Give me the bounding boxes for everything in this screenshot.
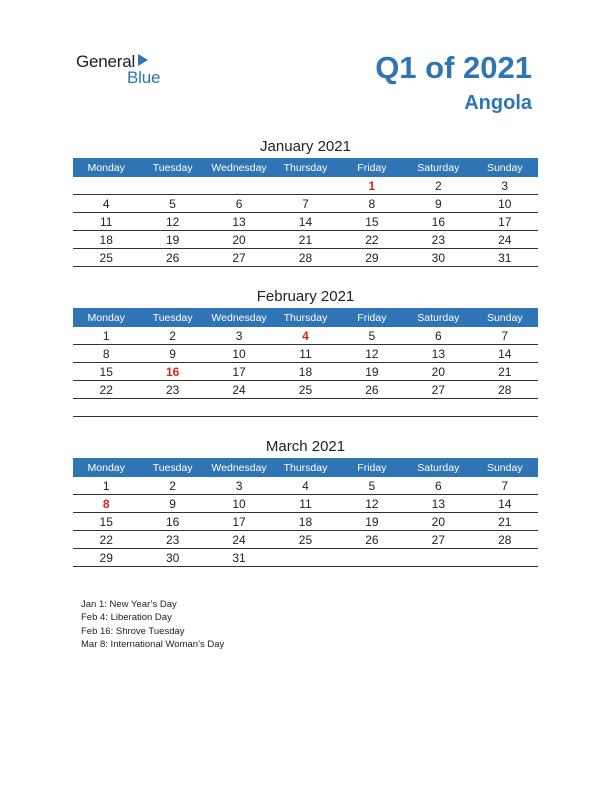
calendar-week-row — [73, 549, 538, 567]
calendar-day: 3 — [206, 327, 272, 345]
calendar-day: 9 — [139, 345, 205, 363]
month-title: January 2021 — [260, 138, 351, 155]
calendar-week-row — [73, 213, 538, 231]
calendar-day: 20 — [206, 231, 272, 249]
weekday-header: Saturday — [405, 458, 471, 477]
calendar-day: 20 — [405, 513, 471, 531]
calendar-day: 9 — [139, 495, 205, 513]
calendar-day: 13 — [405, 495, 471, 513]
calendar-day: 19 — [339, 363, 405, 381]
weekday-header: Wednesday — [206, 458, 272, 477]
weekday-header: Thursday — [272, 308, 338, 327]
logo-blue-text: Blue — [127, 68, 161, 87]
calendar-day: 18 — [272, 513, 338, 531]
calendar-day: 28 — [472, 531, 538, 549]
logo-general-text: General — [76, 52, 136, 71]
calendar-week-row — [73, 231, 538, 249]
calendar-day: 25 — [272, 381, 338, 399]
calendar-week-row — [73, 495, 538, 513]
calendar-day: 10 — [472, 195, 538, 213]
calendar-day — [139, 399, 205, 417]
calendar-day: 30 — [405, 249, 471, 267]
calendar-day — [139, 177, 205, 195]
calendar-day: 23 — [405, 231, 471, 249]
calendar-day: 3 — [206, 477, 272, 495]
calendar-day: 12 — [339, 345, 405, 363]
holiday-notes — [81, 598, 224, 651]
calendar-day: 10 — [206, 345, 272, 363]
calendar-day: 25 — [272, 531, 338, 549]
calendar-day: 11 — [272, 345, 338, 363]
weekday-header: Monday — [73, 308, 139, 327]
calendar-day: 8 — [339, 195, 405, 213]
calendar-day: 13 — [405, 345, 471, 363]
holiday-note: Feb 16: Shrove Tuesday — [81, 625, 185, 637]
calendar-day — [206, 399, 272, 417]
calendar-day: 17 — [206, 363, 272, 381]
calendar-day: 19 — [339, 513, 405, 531]
calendar-day: 11 — [73, 213, 139, 231]
calendar-day: 26 — [339, 381, 405, 399]
calendar-day: 28 — [472, 381, 538, 399]
calendar-day: 2 — [139, 327, 205, 345]
calendar-day — [73, 177, 139, 195]
calendar-day: 26 — [339, 531, 405, 549]
calendar-day: 20 — [405, 363, 471, 381]
month-march — [73, 436, 538, 567]
calendar-week-row — [73, 381, 538, 399]
calendar-day: 23 — [139, 531, 205, 549]
calendar-day: 4 — [272, 327, 338, 345]
calendar-day: 27 — [405, 381, 471, 399]
calendar-day: 5 — [339, 327, 405, 345]
calendar-day: 23 — [139, 381, 205, 399]
calendar-day: 4 — [73, 195, 139, 213]
calendar-day: 27 — [206, 249, 272, 267]
calendar-day: 25 — [73, 249, 139, 267]
calendar-day: 9 — [405, 195, 471, 213]
page-title: Q1 of 2021 — [375, 50, 532, 85]
calendar-day: 21 — [472, 513, 538, 531]
calendar-day: 5 — [139, 195, 205, 213]
calendar-day: 1 — [339, 177, 405, 195]
calendar-day: 16 — [139, 513, 205, 531]
calendar-week-row — [73, 195, 538, 213]
calendar-day — [472, 399, 538, 417]
weekday-header: Saturday — [405, 308, 471, 327]
calendar-day: 15 — [73, 363, 139, 381]
calendar-day — [272, 549, 338, 567]
weekday-header: Friday — [339, 158, 405, 177]
calendar-grid — [73, 158, 538, 267]
weekday-header: Sunday — [472, 158, 538, 177]
calendar-day: 30 — [139, 549, 205, 567]
holiday-note: Feb 4: Liberation Day — [81, 612, 172, 624]
calendar-day: 6 — [405, 477, 471, 495]
calendar-day — [272, 399, 338, 417]
calendar-day: 28 — [272, 249, 338, 267]
holiday-note: Jan 1: New Year’s Day — [81, 599, 177, 610]
weekday-header: Thursday — [272, 458, 338, 477]
calendar-day — [73, 399, 139, 417]
calendar-day: 10 — [206, 495, 272, 513]
calendar-grid — [73, 308, 538, 417]
weekday-header: Monday — [73, 458, 139, 477]
weekday-header: Saturday — [405, 158, 471, 177]
calendar-day — [339, 399, 405, 417]
weekday-header: Sunday — [472, 308, 538, 327]
calendar-day: 31 — [206, 549, 272, 567]
calendar-day: 18 — [272, 363, 338, 381]
calendar-day: 4 — [272, 477, 338, 495]
calendar-day: 1 — [73, 327, 139, 345]
calendar-day: 24 — [206, 381, 272, 399]
calendar-day: 6 — [206, 195, 272, 213]
weekday-header: Tuesday — [139, 458, 205, 477]
calendar-grid — [73, 458, 538, 567]
calendar-week-row — [73, 363, 538, 381]
calendar-day: 8 — [73, 345, 139, 363]
calendar-day: 12 — [139, 213, 205, 231]
calendar-week-row — [73, 177, 538, 195]
calendar-day: 21 — [272, 231, 338, 249]
calendar-day: 22 — [73, 531, 139, 549]
calendar-day: 24 — [206, 531, 272, 549]
calendar-day: 19 — [139, 231, 205, 249]
country-name: Angola — [464, 92, 532, 114]
month-title: March 2021 — [265, 438, 346, 455]
calendar-day: 22 — [73, 381, 139, 399]
month-january — [73, 136, 538, 267]
calendar-week-row — [73, 477, 538, 495]
calendar-day: 29 — [73, 549, 139, 567]
calendar-week-row — [73, 327, 538, 345]
calendar-day: 13 — [206, 213, 272, 231]
calendar-day: 16 — [139, 363, 205, 381]
calendar-week-row — [73, 399, 538, 417]
month-title: February 2021 — [256, 288, 355, 305]
calendar-day: 17 — [472, 213, 538, 231]
holiday-note: Mar 8: International Woman’s Day — [81, 638, 225, 650]
calendar-day: 5 — [339, 477, 405, 495]
weekday-header: Wednesday — [206, 308, 272, 327]
calendar-day: 22 — [339, 231, 405, 249]
calendar-week-row — [73, 513, 538, 531]
calendar-day: 7 — [472, 327, 538, 345]
calendar-day: 21 — [472, 363, 538, 381]
calendar-day: 29 — [339, 249, 405, 267]
calendar-day: 27 — [405, 531, 471, 549]
calendar-day: 26 — [139, 249, 205, 267]
calendar-day — [339, 549, 405, 567]
calendar-day: 31 — [472, 249, 538, 267]
calendar-day — [405, 399, 471, 417]
calendar-day: 18 — [73, 231, 139, 249]
calendar-day: 2 — [405, 177, 471, 195]
calendar-week-row — [73, 345, 538, 363]
calendar-day: 14 — [472, 345, 538, 363]
calendar-day: 7 — [472, 477, 538, 495]
calendar-day: 8 — [73, 495, 139, 513]
calendar-day: 12 — [339, 495, 405, 513]
calendar-week-row — [73, 249, 538, 267]
calendar-day: 6 — [405, 327, 471, 345]
weekday-header: Tuesday — [139, 158, 205, 177]
calendar-day — [272, 177, 338, 195]
calendar-day: 1 — [73, 477, 139, 495]
calendar-day: 3 — [472, 177, 538, 195]
calendar-day — [472, 549, 538, 567]
calendar-day: 2 — [139, 477, 205, 495]
calendar-day: 7 — [272, 195, 338, 213]
calendar-day: 24 — [472, 231, 538, 249]
weekday-header: Wednesday — [206, 158, 272, 177]
weekday-header: Tuesday — [139, 308, 205, 327]
logo-flag-icon — [138, 54, 148, 66]
calendar-day: 14 — [472, 495, 538, 513]
calendar-day: 15 — [339, 213, 405, 231]
brand-logo — [76, 52, 176, 92]
calendar-day — [206, 177, 272, 195]
calendar-day — [405, 549, 471, 567]
calendar-week-row — [73, 531, 538, 549]
calendar-day: 11 — [272, 495, 338, 513]
calendar-day: 17 — [206, 513, 272, 531]
calendar-day: 15 — [73, 513, 139, 531]
weekday-header: Friday — [339, 458, 405, 477]
month-february — [73, 286, 538, 417]
weekday-header: Thursday — [272, 158, 338, 177]
weekday-header: Friday — [339, 308, 405, 327]
weekday-header: Sunday — [472, 458, 538, 477]
calendar-day: 14 — [272, 213, 338, 231]
calendar-day: 16 — [405, 213, 471, 231]
weekday-header: Monday — [73, 158, 139, 177]
